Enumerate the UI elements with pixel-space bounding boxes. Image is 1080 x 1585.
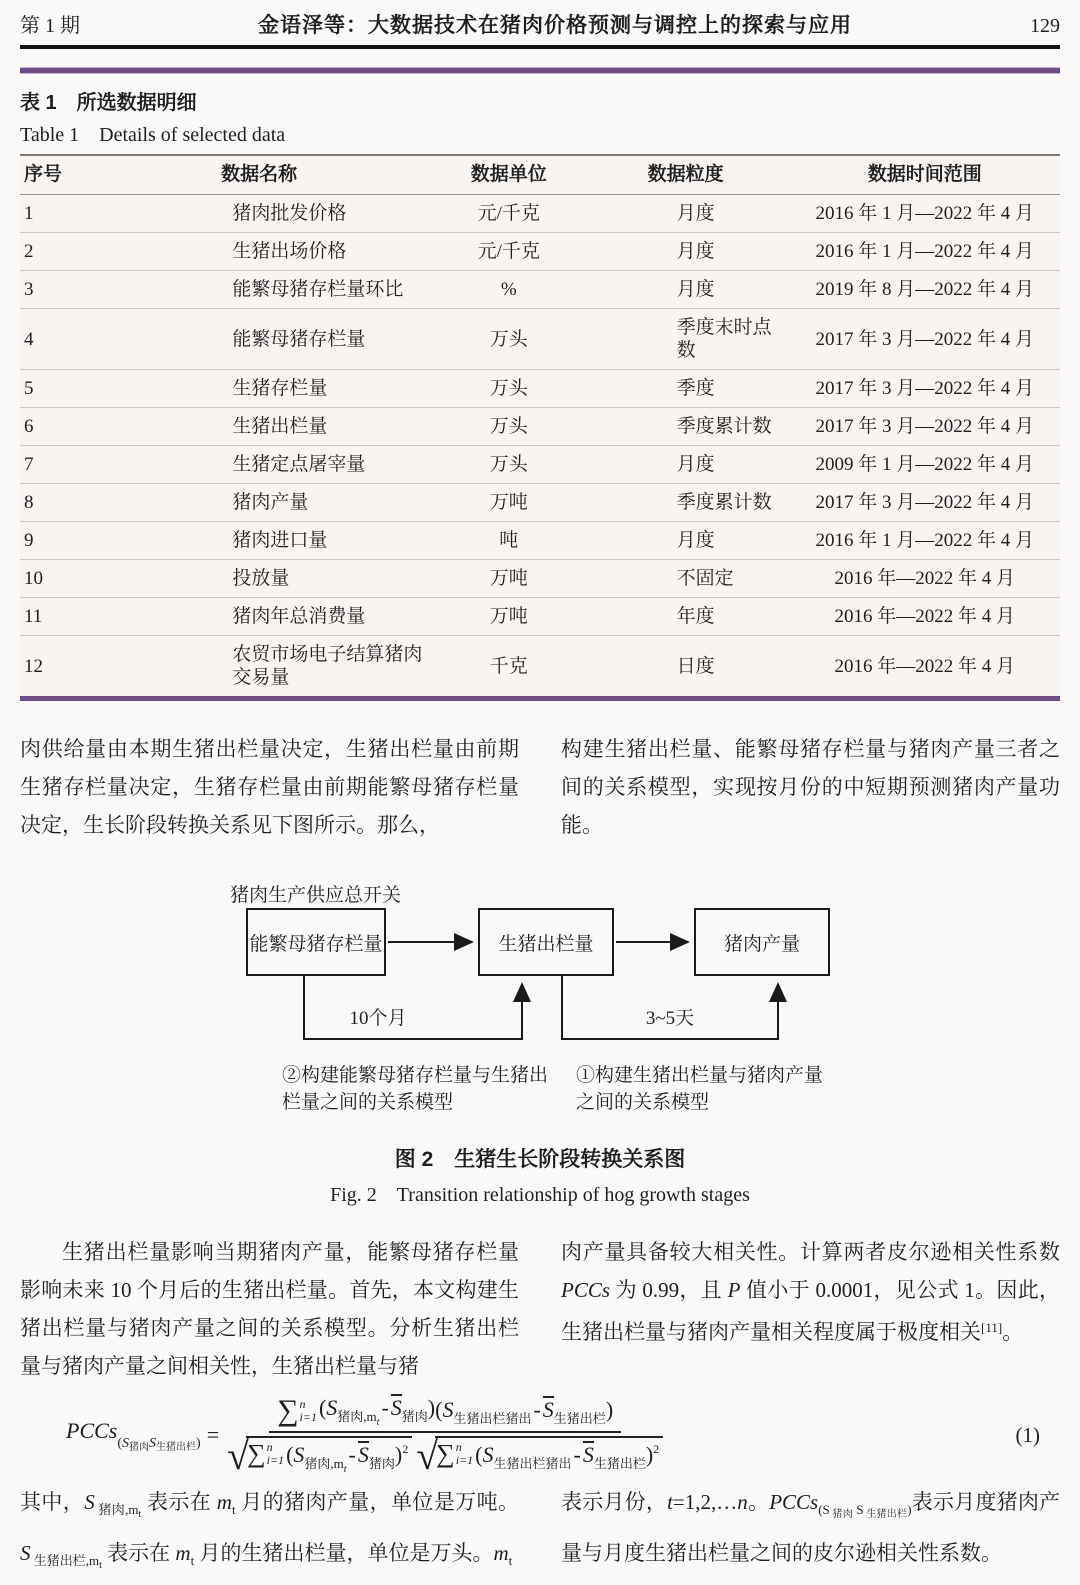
table-row (20, 408, 1060, 446)
column-header: 数据单位 (436, 155, 582, 195)
running-title: 金语泽等：大数据技术在猪肉价格预测与调控上的探索与应用 (258, 14, 852, 37)
table-cell: 季度累计数 (582, 484, 790, 522)
loop-label-10-months: 10个月 (349, 1008, 407, 1029)
paragraph-left: 其中，S $_{猪肉,mt}$ 表示在 $m_t$ 月的猪肉产量，单位是万吨。S $_{生猪出栏,mt}$ 表示在 $m_t$ 月的生猪出栏量，单位是万头。$m_t$ (20, 1490, 520, 1571)
paragraph-left: 肉供给量由本期生猪出栏量决定，生猪出栏量由前期生猪存栏量决定，生猪存栏量由前期能繁母猪存栏量决定，生长阶段转换关系见下图所示。那么， (20, 737, 519, 837)
flow-diagram (20, 876, 1060, 1128)
table-cell: 万吨 (436, 560, 582, 598)
table-cell: 1 (20, 195, 82, 233)
table-cell: 2017 年 3 月—2022 年 4 月 (790, 408, 1060, 446)
table-body (20, 195, 1060, 699)
table-cell: 吨 (436, 522, 582, 560)
annotation-line: ②构建能繁母猪存栏量与生猪出 (282, 1065, 549, 1086)
table-cell: 2 (20, 233, 82, 271)
table-cell: 万头 (436, 446, 582, 484)
table-cell: 千克 (489, 655, 528, 677)
table-cell: 猪肉产量 (82, 484, 436, 522)
table-cell: % (436, 271, 582, 309)
table-cell: 5 (20, 370, 82, 408)
table-row (20, 233, 1060, 271)
table-row (20, 309, 1060, 370)
data-table (20, 154, 1060, 701)
table-cell: 不固定 (582, 560, 790, 598)
table-cell: 农贸市场电子结算猪肉交易量 (232, 644, 423, 688)
table-cell: 2016 年 1 月—2022 年 4 月 (790, 233, 1060, 271)
paragraph-right: 表示月份，t=1,2,…n。PCCs$_{(S}$ $_{猪肉}$ $_S$ $_{生猪出栏)}$表示月度猪肉产量与月度生猪出栏量之间的皮尔逊相关性系数。 (561, 1490, 1061, 1565)
page-header (20, 0, 1060, 49)
loop-10-months (304, 976, 522, 1039)
body-text-block-3 (20, 1483, 1060, 1585)
table-cell: 9 (20, 522, 82, 560)
table-cell: 万吨 (436, 484, 582, 522)
table-cell: 季度累计数 (582, 408, 790, 446)
table-row (20, 522, 1060, 560)
table-cell: 2009 年 1 月—2022 年 4 月 (790, 446, 1060, 484)
table-cell: 2016 年—2022 年 4 月 (790, 598, 1060, 636)
annotation-line: 之间的关系模型 (576, 1092, 710, 1113)
paragraph-right: 构建生猪出栏量、能繁母猪存栏量与猪肉产量三者之间的关系模型，实现按月份的中短期预测猪肉产量功能。 (561, 737, 1060, 837)
table-cell: 投放量 (82, 560, 436, 598)
table-cell: 2016 年—2022 年 4 月 (834, 655, 1016, 677)
formula-numerator: ∑ n i=1 $(S_{猪肉,mt}-S_{猪肉})$ $(S_{生猪出栏猪出}-S_{生猪出栏})$ (269, 1394, 621, 1433)
accent-rule-top (20, 68, 1060, 73)
body-text-block-2 (20, 1233, 1060, 1385)
table-caption-zh: 表 1 所选数据明细 (20, 92, 197, 114)
table-row (20, 271, 1060, 309)
table-cell: 猪肉年总消费量 (82, 598, 436, 636)
table-cell: 日度 (676, 655, 715, 677)
diagram-box-sow-inventory: 能繁母猪存栏量 (246, 908, 386, 976)
loop-label-3-5-days: 3~5天 (645, 1008, 695, 1029)
table-cell: 12 (24, 655, 43, 677)
table-cell: 2016 年 1 月—2022 年 4 月 (790, 522, 1060, 560)
table-cell: 年度 (582, 598, 790, 636)
table-cell: 6 (20, 408, 82, 446)
table-cell: 万头 (436, 370, 582, 408)
table-cell: 万吨 (436, 598, 582, 636)
table-cell: 生猪定点屠宰量 (82, 446, 436, 484)
column-header: 数据名称 (82, 155, 436, 195)
table-cell: 2016 年 1 月—2022 年 4 月 (790, 195, 1060, 233)
annotation-line: 栏量之间的关系模型 (282, 1092, 454, 1113)
table-cell: 能繁母猪存栏量 (82, 309, 436, 370)
table-cell: 月度 (582, 195, 790, 233)
table-header-row (20, 155, 1060, 195)
table-cell: 猪肉批发价格 (82, 195, 436, 233)
formula-1 (20, 1389, 1060, 1481)
table-cell: 8 (20, 484, 82, 522)
table-cell: 元/千克 (436, 233, 582, 271)
table-row (20, 195, 1060, 233)
table-row (20, 560, 1060, 598)
table-cell: 猪肉进口量 (82, 522, 436, 560)
page-number: 129 (1030, 15, 1060, 37)
table-cell: 万头 (436, 309, 582, 370)
table-caption-en: Table 1 Details of selected data (20, 124, 286, 146)
annotation-line: ①构建生猪出栏量与猪肉产量 (576, 1065, 824, 1086)
paragraph-right: 肉产量具备较大相关性。计算两者皮尔逊相关性系数 PCCs 为 0.99，且 P 值小于 0.0001，见公式 1。因此，生猪出栏量与猪肉产量相关程度属于极度相关[11]。 (561, 1240, 1061, 1344)
equation-number: (1) (1015, 1422, 1040, 1447)
table-cell: 月度 (582, 233, 790, 271)
diagram-box-pork-output: 猪肉产量 (694, 908, 830, 976)
diagram-box-hog-slaughter: 生猪出栏量 (478, 908, 614, 976)
table-cell: 元/千克 (436, 195, 582, 233)
table-row (20, 636, 1060, 699)
column-header: 数据粒度 (582, 155, 790, 195)
table-cell: 生猪出场价格 (82, 233, 436, 271)
table-cell: 季度 (582, 370, 790, 408)
table-cell: 2016 年—2022 年 4 月 (790, 560, 1060, 598)
table-cell: 月度 (582, 522, 790, 560)
formula-denominator: √ ∑ n i=1 $(S_{猪肉,mt}-S_{猪肉})^2$ √ ∑ n i=1 $(S_{生猪出栏猪出}-S_{生猪出栏})^2$ (227, 1433, 663, 1476)
column-header: 数据时间范围 (790, 155, 1060, 195)
diagram-switch-label: 猪肉生产供应总开关 (230, 885, 402, 906)
table-row (20, 446, 1060, 484)
table-cell: 万头 (436, 408, 582, 446)
diagram-annotation-1 (576, 1062, 823, 1116)
table-cell: 2019 年 8 月—2022 年 4 月 (790, 271, 1060, 309)
table-cell: 7 (20, 446, 82, 484)
issue-label: 第 1 期 (20, 15, 80, 37)
table-row (20, 484, 1060, 522)
table-cell: 2017 年 3 月—2022 年 4 月 (790, 370, 1060, 408)
equals-sign: = (206, 1422, 220, 1447)
formula-fraction (227, 1394, 663, 1476)
table-cell: 2017 年 3 月—2022 年 4 月 (790, 484, 1060, 522)
table-cell: 11 (20, 598, 82, 636)
diagram-annotation-2 (282, 1062, 548, 1116)
table-cell: 4 (20, 309, 82, 370)
table-cell: 季度末时点数 (582, 309, 790, 370)
figure-caption-zh: 图 2 生猪生长阶段转换关系图 (394, 1148, 686, 1171)
body-text-block-1 (20, 730, 1060, 844)
table-cell: 10 (20, 560, 82, 598)
table-cell: 3 (20, 271, 82, 309)
table-cell: 月度 (582, 271, 790, 309)
table-cell: 生猪出栏量 (82, 408, 436, 446)
table-cell: 月度 (582, 446, 790, 484)
table-row (20, 370, 1060, 408)
table-row (20, 598, 1060, 636)
figure-caption-en: Fig. 2 Transition relationship of hog growth stages (330, 1184, 750, 1206)
table-cell: 生猪存栏量 (82, 370, 436, 408)
formula-lhs: PCCs$_{(S_{猪肉}S_{生猪出栏})}$ (66, 1417, 201, 1453)
table-cell: 2017 年 3 月—2022 年 4 月 (790, 309, 1060, 370)
column-header: 序号 (20, 155, 82, 195)
paragraph-left: 生猪出栏量影响当期猪肉产量，能繁母猪存栏量影响未来 10 个月后的生猪出栏量。首先，本文构建生猪出栏量与猪肉产量之间的关系模型。分析生猪出栏量与猪肉产量之间相关性，生猪出栏量与猪 (20, 1240, 519, 1378)
table-cell: 能繁母猪存栏量环比 (82, 271, 436, 309)
